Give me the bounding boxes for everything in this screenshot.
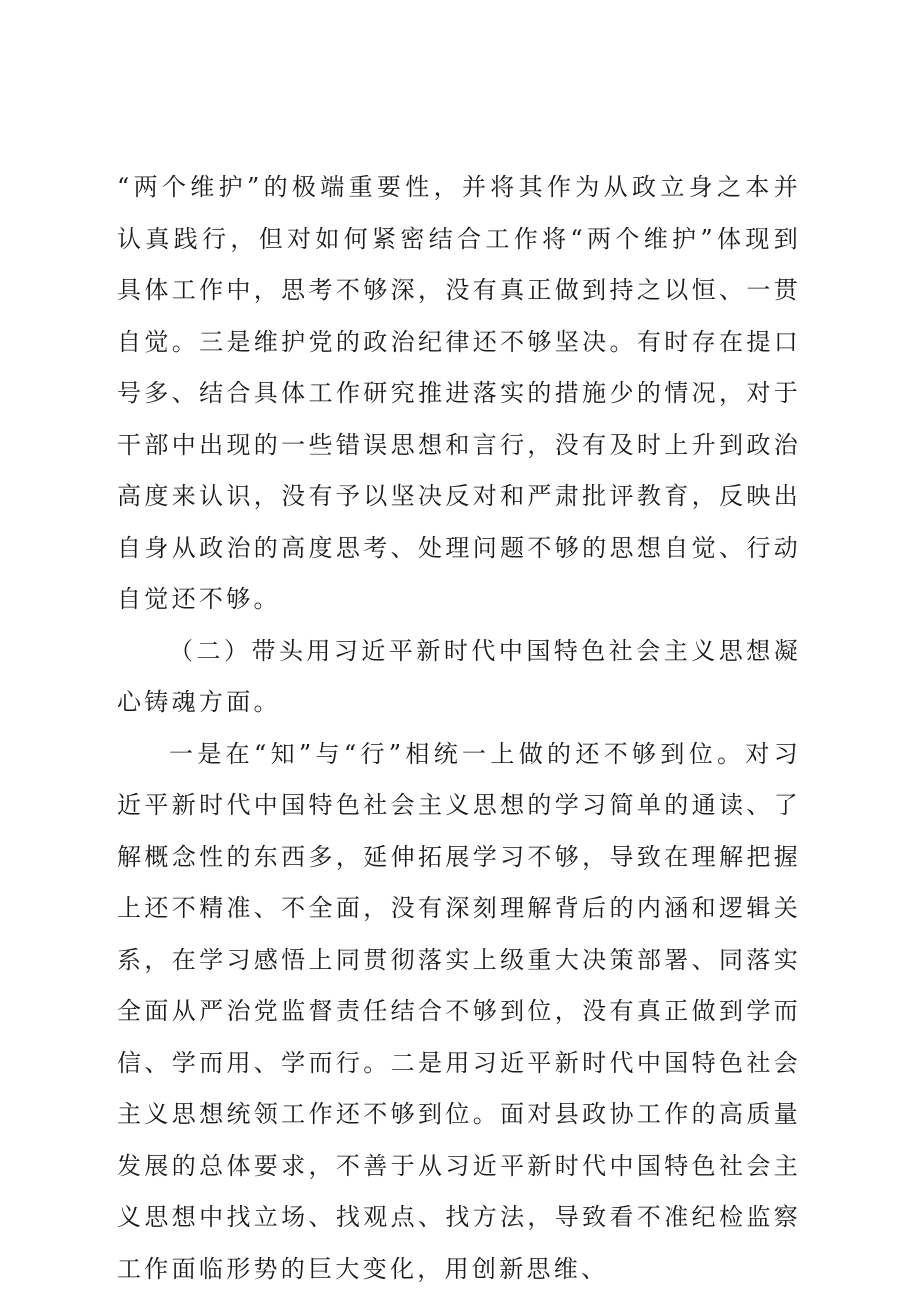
section-heading-2: （二）带头用习近平新时代中国特色社会主义思想凝心铸魂方面。 [117, 626, 801, 729]
paragraph-continued: “两个维护”的极端重要性，并将其作为从政立身之本并认真践行，但对如何紧密结合工作将“两个维护”体现到具体工作中，思考不够深，没有真正做到持之以恒、一贯自觉。三是维护党的政治纪律还不够坚决。有时存在提口号多、结合具体工作研究推进落实的措施少的情况，对于干部中出现的一些错误思想和言行，没有及时上升到政治高度来认识，没有予以坚决反对和严肃批评教育，反映出自身从政治的高度思考、处理问题不够的思想自觉、行动自觉还不够。 [117, 162, 801, 626]
paragraph-body: 一是在“知”与“行”相统一上做的还不够到位。对习近平新时代中国特色社会主义思想的学习简单的通读、了解概念性的东西多，延伸拓展学习不够，导致在理解把握上还不精准、不全面，没有深刻理解背后的内涵和逻辑关系，在学习感悟上同贯彻落实上级重大决策部署、同落实全面从严治党监督责任结合不够到位，没有真正做到学而信、学而用、学而行。二是用习近平新时代中国特色社会主义思想统领工作还不够到位。面对县政协工作的高质量发展的总体要求，不善于从习近平新时代中国特色社会主义思想中找立场、找观点、找方法，导致看不准纪检监察工作面临形势的巨大变化，用创新思维、 [117, 729, 801, 1295]
document-body [117, 162, 801, 1295]
